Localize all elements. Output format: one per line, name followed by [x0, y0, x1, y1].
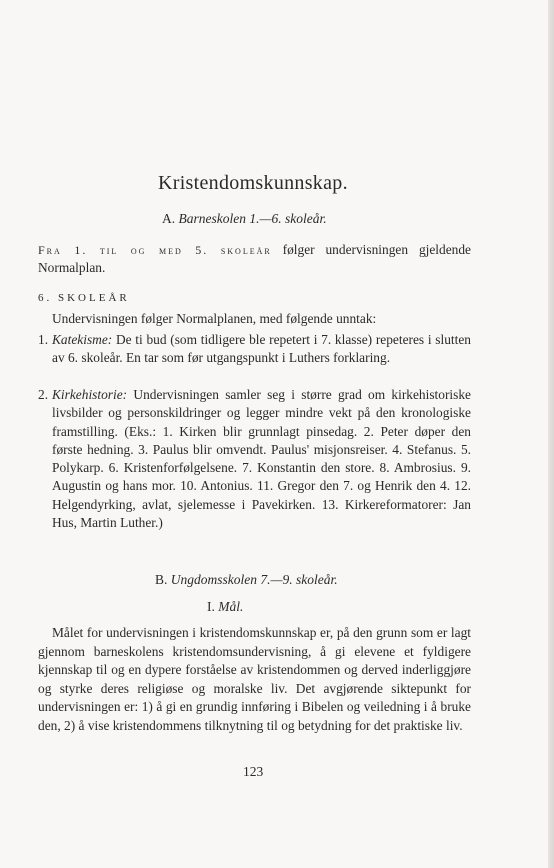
- page-edge: [548, 0, 554, 868]
- list-item-text: De ti bud (som tidligere ble repetert i 7. klasse) repeteres i slutten av 6. skoleår. En tar som før utgangspunkt i Luthers forklaring.: [52, 332, 471, 366]
- list-item-katekisme: [38, 331, 471, 368]
- list-item-text: Undervisningen samler seg i større grad om kirkehistoriske livsbilder og personskildringer og legger mindre vekt på den kronologiske framstilling. (Eks.: 1. Kirken blir grunnlagt pinsedag. 2. Peter døper den første hedning. 3. Paulus blir omvendt. Paulus' misjonsreiser. 4. Stefanus. 5. Polykarp. 6. Kristenforfølgelsene. 7. Konstantin den store. 8. Ambrosius. 9. Augustin og hans mor. 10. Antonius. 11. Gregor den 7. og Henrik den 4. 12. Helgendyrking, avlat, sjelemesse i Pavekirken. 13. Kirkereformatorer: Jan Hus, Martin Luther.): [52, 387, 471, 531]
- intro-text: følger undervisningen gjeldende Normalplan.: [38, 242, 471, 275]
- section-i-text: Mål.: [218, 599, 244, 614]
- intro-smallcaps: Fra 1. til og med 5. skoleår: [38, 243, 272, 257]
- list-item-kirkehistorie: [38, 386, 471, 532]
- subtitle-a-text: Barneskolen 1.—6. skoleår.: [178, 211, 327, 226]
- goal-paragraph: [38, 624, 471, 736]
- subtitle-a: [162, 211, 327, 227]
- list-item-number: 2.: [38, 387, 49, 402]
- section-i-heading: [207, 599, 243, 615]
- section-b-label: B.: [155, 572, 168, 587]
- section-b-text: Ungdomsskolen 7.—9. skoleår.: [170, 572, 338, 587]
- list-item-number: 1.: [38, 332, 49, 347]
- intro-paragraph: [38, 241, 471, 277]
- section-6-lead: Undervisningen følger Normalplanen, med følgende unntak:: [52, 311, 377, 326]
- section-6-heading: 6. SKOLEÅR: [38, 292, 130, 304]
- subtitle-a-label: A.: [162, 211, 176, 226]
- section-b-heading: [155, 572, 338, 588]
- goal-paragraph-text: Målet for undervisningen i kristendomskunnskap er, på den grunn som er lagt gjennom barneskolens kristendomsundervisning, å gi elevene et fyldigere kjennskap til og en dypere forståelse av kristendommen og derved inderliggjøre og styrke deres religiøse og moralske liv. Det avgjørende siktepunkt for undervisningen er: 1) å gi en grundig innføring i Bibelen og veiledning i å bruke den, 2) å vise kristendommens tilknytning til og betydning for det praktiske liv.: [38, 625, 471, 733]
- page-number: 123: [243, 764, 264, 779]
- page-title: Kristendomskunnskap.: [158, 172, 348, 194]
- section-i-label: I.: [207, 599, 215, 614]
- list-item-label: Katekisme:: [52, 332, 113, 347]
- list-item-label: Kirkehistorie:: [52, 387, 128, 402]
